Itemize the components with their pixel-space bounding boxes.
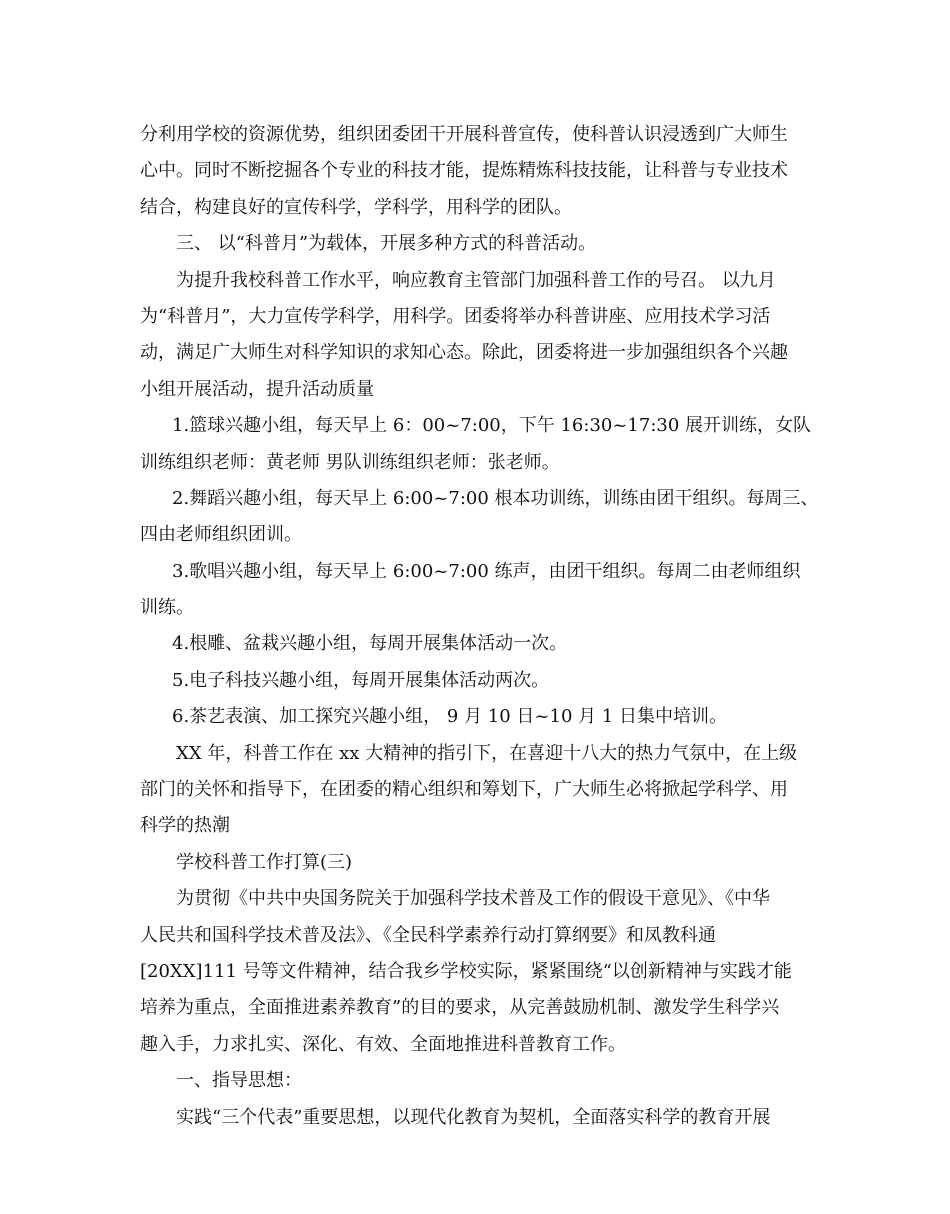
paragraph-line: 趣入手，力求扎实、深化、有效、全面地推进科普教育工作。 bbox=[140, 1033, 626, 1055]
paragraph-line: 心中。同时不断挖掘各个专业的科技才能，提炼精炼科技技能，让科普与专业技术 bbox=[140, 160, 788, 182]
list-item: 6.茶艺表演、加工探究兴趣小组， 9 月 10 日~10 月 1 日集中培训。 bbox=[172, 706, 728, 728]
paragraph-line: 动，满足广大师生对科学知识的求知心态。除此，团委将进一步加强组织各个兴趣 bbox=[140, 342, 788, 364]
paragraph-line: [20XX]111 号等文件精神，结合我乡学校实际，紧紧围绕“以创新精神与实践才能 bbox=[140, 960, 792, 982]
section-heading: 三、 以“科普月”为载体，开展多种方式的科普活动。 bbox=[176, 233, 597, 255]
paragraph-line: 训练。 bbox=[140, 597, 194, 619]
paragraph-line: 结合，构建良好的宣传科学，学科学，用科学的团队。 bbox=[140, 196, 572, 218]
paragraph-line: 科学的热潮 bbox=[140, 815, 230, 837]
document-body bbox=[140, 117, 820, 1136]
paragraph-line: 四由老师组织团训。 bbox=[140, 524, 302, 546]
paragraph-line: 为提升我校科普工作水平，响应教育主管部门加强科普工作的号召。 以九月 bbox=[176, 269, 776, 291]
paragraph-line: 培养为重点，全面推进素养教育”的目的要求，从完善鼓励机制、激发学生科学兴 bbox=[140, 997, 780, 1019]
section-title: 学校科普工作打算(三) bbox=[176, 851, 353, 873]
paragraph-line: 人民共和国科学技术普及法》、《全民科学素养行动打算纲要》和凤教科通 bbox=[140, 924, 716, 946]
paragraph-line: 实践“三个代表”重要思想，以现代化教育为契机，全面落实科学的教育开展 bbox=[176, 1106, 771, 1128]
paragraph-line: 为“科普月”，大力宣传学科学，用科学。团委将举办科普讲座、应用技术学习活 bbox=[140, 305, 771, 327]
paragraph-line: 分利用学校的资源优势，组织团委团干开展科普宣传，使科普认识浸透到广大师生 bbox=[140, 124, 788, 145]
paragraph-line: 为贯彻《中共中央国务院关于加强科学技术普及工作的假设干意见》、《中华 bbox=[176, 888, 770, 910]
list-item: 4.根雕、盆栽兴趣小组，每周开展集体活动一次。 bbox=[172, 633, 568, 655]
list-item: 1.篮球兴趣小组，每天早上 6：00~7:00，下午 16:30~17:30 展开训练，女队 bbox=[172, 415, 812, 437]
list-item: 5.电子科技兴趣小组，每周开展集体活动两次。 bbox=[172, 669, 550, 691]
paragraph-line: XX 年，科普工作在 xx 大精神的指引下，在喜迎十八大的热力气氛中，在上级 bbox=[176, 742, 798, 764]
section-heading: 一、指导思想： bbox=[176, 1070, 302, 1092]
list-item: 2.舞蹈兴趣小组，每天早上 6:00~7:00 根本功训练，训练由团干组织。每周三、 bbox=[172, 487, 819, 509]
paragraph-line: 部门的关怀和指导下，在团委的精心组织和筹划下，广大师生必将掀起学科学、用 bbox=[140, 779, 788, 801]
paragraph-line: 小组开展活动，提升活动质量 bbox=[140, 378, 374, 400]
paragraph-line: 训练组织老师：黄老师 男队训练组织老师：张老师。 bbox=[140, 451, 560, 473]
list-item: 3.歌唱兴趣小组，每天早上 6:00~7:00 练声，由团干组织。每周二由老师组织 bbox=[172, 560, 801, 582]
